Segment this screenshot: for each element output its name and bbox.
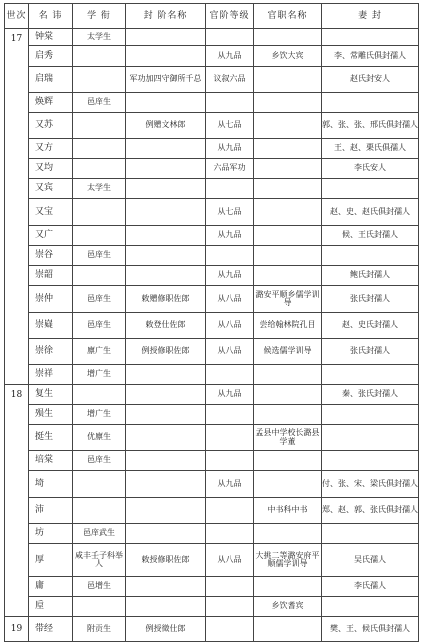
office-cell [254, 29, 322, 46]
table-row [5, 199, 419, 226]
office-cell [254, 451, 322, 471]
degree-cell [73, 385, 126, 405]
office-cell [254, 365, 322, 385]
rank-cell: 从八品 [206, 286, 254, 313]
rank-cell: 从九品 [206, 385, 254, 405]
wife-cell [322, 451, 419, 471]
table-row [5, 577, 419, 597]
title-cell [126, 597, 206, 617]
wife-cell [322, 524, 419, 544]
name-cell: 崇仲 [29, 286, 73, 313]
name-cell: 又均 [29, 159, 73, 179]
degree-cell [73, 597, 126, 617]
title-cell: 例授徵仕郎 [126, 617, 206, 642]
name-cell: 启瑞 [29, 67, 73, 93]
title-cell: 军功加四守御所千总 [126, 67, 206, 93]
name-cell: 沛 [29, 498, 73, 524]
table-row [5, 266, 419, 286]
header-honorary-title: 封 阶名称 [126, 4, 206, 29]
title-cell: 敕赠修职佐郎 [126, 286, 206, 313]
name-cell: 又苏 [29, 113, 73, 139]
table-row [5, 67, 419, 93]
rank-cell: 从九品 [206, 471, 254, 498]
wife-cell [322, 425, 419, 451]
wife-cell: 李氏安人 [322, 159, 419, 179]
name-cell: 又宝 [29, 199, 73, 226]
title-cell [126, 365, 206, 385]
title-cell: 例授修职佐郎 [126, 339, 206, 365]
office-cell [254, 159, 322, 179]
office-cell [254, 226, 322, 246]
name-cell: 崇谷 [29, 246, 73, 266]
rank-cell: 从八品 [206, 544, 254, 577]
office-cell [254, 139, 322, 159]
wife-cell: 候、王氏封孺人 [322, 226, 419, 246]
header-office: 官职名称 [254, 4, 322, 29]
degree-cell [73, 46, 126, 67]
rank-cell: 从九品 [206, 226, 254, 246]
title-cell [126, 226, 206, 246]
office-cell [254, 385, 322, 405]
degree-cell: 太学生 [73, 179, 126, 199]
rank-cell [206, 577, 254, 597]
degree-cell: 邑庠生 [73, 246, 126, 266]
rank-cell: 从七品 [206, 199, 254, 226]
office-cell [254, 93, 322, 113]
header-wife-title: 妻 封 [322, 4, 419, 29]
rank-cell [206, 93, 254, 113]
title-cell [126, 405, 206, 425]
table-row [5, 339, 419, 365]
rank-cell: 从九品 [206, 139, 254, 159]
degree-cell: 邑庠生 [73, 93, 126, 113]
name-cell: 厚 [29, 544, 73, 577]
office-cell: 尝给翰林院孔目 [254, 313, 322, 339]
wife-cell [322, 405, 419, 425]
title-cell [126, 425, 206, 451]
name-cell: 钟棠 [29, 29, 73, 46]
rank-cell [206, 451, 254, 471]
name-cell: 崇祥 [29, 365, 73, 385]
title-cell: 例赠文林郎 [126, 113, 206, 139]
office-cell [254, 524, 322, 544]
header-generation: 世次 [5, 4, 29, 29]
office-cell [254, 471, 322, 498]
rank-cell [206, 179, 254, 199]
degree-cell: 廪广生 [73, 339, 126, 365]
office-cell [254, 113, 322, 139]
wife-cell: 李氏孺人 [322, 577, 419, 597]
header-official-rank: 官阶等级 [206, 4, 254, 29]
name-cell: 又宾 [29, 179, 73, 199]
wife-cell [322, 29, 419, 46]
wife-cell: 赵氏封安人 [322, 67, 419, 93]
table-row [5, 313, 419, 339]
wife-cell [322, 365, 419, 385]
header-name: 名 讳 [29, 4, 73, 29]
table-row [5, 93, 419, 113]
name-cell: 垕 [29, 597, 73, 617]
wife-cell: 付、张、宋、梁氏俱封孺人 [322, 471, 419, 498]
office-cell [254, 199, 322, 226]
table-row [5, 365, 419, 385]
header-degree: 学 衔 [73, 4, 126, 29]
degree-cell [73, 139, 126, 159]
rank-cell [206, 405, 254, 425]
table-row [5, 246, 419, 266]
name-cell: 带经 [29, 617, 73, 642]
wife-cell [322, 93, 419, 113]
rank-cell: 从九品 [206, 266, 254, 286]
name-cell: 又广 [29, 226, 73, 246]
name-cell: 殒生 [29, 405, 73, 425]
office-cell: 潞安平顺乡儒学训导 [254, 286, 322, 313]
title-cell [126, 451, 206, 471]
name-cell: 培棠 [29, 451, 73, 471]
header-row [5, 4, 419, 29]
table-row [5, 139, 419, 159]
title-cell [126, 246, 206, 266]
table-row [5, 113, 419, 139]
name-cell: 启秀 [29, 46, 73, 67]
title-cell [126, 498, 206, 524]
degree-cell [73, 159, 126, 179]
genealogy-table [4, 3, 419, 642]
office-cell [254, 266, 322, 286]
degree-cell: 咸丰壬子科举人 [73, 544, 126, 577]
title-cell: 敕授修职佐郎 [126, 544, 206, 577]
degree-cell: 增广生 [73, 365, 126, 385]
degree-cell: 增广生 [73, 405, 126, 425]
title-cell [126, 385, 206, 405]
rank-cell: 从七品 [206, 113, 254, 139]
wife-cell: 张氏封孺人 [322, 339, 419, 365]
office-cell: 中书科中书 [254, 498, 322, 524]
title-cell [126, 577, 206, 597]
rank-cell [206, 524, 254, 544]
degree-cell [73, 226, 126, 246]
rank-cell [206, 617, 254, 642]
name-cell: 坊 [29, 524, 73, 544]
name-cell: 复生 [29, 385, 73, 405]
name-cell: 崇徐 [29, 339, 73, 365]
degree-cell: 邑庠生 [73, 313, 126, 339]
degree-cell [73, 199, 126, 226]
degree-cell: 邑庠生 [73, 286, 126, 313]
office-cell: 乡饮大宾 [254, 46, 322, 67]
wife-cell [322, 179, 419, 199]
degree-cell [73, 266, 126, 286]
generation-cell: 18 [5, 385, 29, 617]
rank-cell [206, 246, 254, 266]
title-cell [126, 46, 206, 67]
table-row [5, 597, 419, 617]
degree-cell [73, 498, 126, 524]
rank-cell [206, 365, 254, 385]
office-cell [254, 67, 322, 93]
rank-cell: 从九品 [206, 46, 254, 67]
degree-cell: 优廪生 [73, 425, 126, 451]
table-row [5, 498, 419, 524]
title-cell [126, 524, 206, 544]
office-cell [254, 405, 322, 425]
title-cell [126, 471, 206, 498]
rank-cell: 议叙六品 [206, 67, 254, 93]
wife-cell: 秦、张氏封孺人 [322, 385, 419, 405]
name-cell: 挺生 [29, 425, 73, 451]
office-cell: 乡饮耆宾 [254, 597, 322, 617]
generation-cell: 19 [5, 617, 29, 642]
name-cell: 庸 [29, 577, 73, 597]
table-row [5, 385, 419, 405]
rank-cell: 六品军功 [206, 159, 254, 179]
wife-cell: 吴氏孺人 [322, 544, 419, 577]
name-cell: 又方 [29, 139, 73, 159]
title-cell [126, 179, 206, 199]
degree-cell [73, 113, 126, 139]
name-cell: 焕辉 [29, 93, 73, 113]
table-row [5, 405, 419, 425]
wife-cell: 郭、张、张、邢氏俱封孺人 [322, 113, 419, 139]
wife-cell [322, 597, 419, 617]
table-row [5, 29, 419, 46]
wife-cell: 赵、史、赵氏俱封孺人 [322, 199, 419, 226]
wife-cell: 赵、史氏封孺人 [322, 313, 419, 339]
title-cell [126, 199, 206, 226]
rank-cell: 从八品 [206, 313, 254, 339]
name-cell: 崇嶷 [29, 313, 73, 339]
office-cell: 候选儒学训导 [254, 339, 322, 365]
title-cell [126, 29, 206, 46]
degree-cell: 太学生 [73, 29, 126, 46]
office-cell: 大挑二等潞安府平顺儒学训导 [254, 544, 322, 577]
table-row [5, 617, 419, 642]
wife-cell: 樊、王、候氏俱封孺人 [322, 617, 419, 642]
office-cell [254, 577, 322, 597]
degree-cell: 邑庠武生 [73, 524, 126, 544]
table-row [5, 226, 419, 246]
wife-cell: 郑、赵、郭、张氏俱封孺人 [322, 498, 419, 524]
degree-cell [73, 471, 126, 498]
rank-cell [206, 597, 254, 617]
degree-cell [73, 67, 126, 93]
table-row [5, 425, 419, 451]
wife-cell: 鲍氏封孺人 [322, 266, 419, 286]
table-row [5, 544, 419, 577]
degree-cell: 附贡生 [73, 617, 126, 642]
rank-cell [206, 29, 254, 46]
title-cell: 敕登仕佐郎 [126, 313, 206, 339]
table-row [5, 471, 419, 498]
table-row [5, 46, 419, 67]
title-cell [126, 93, 206, 113]
rank-cell [206, 498, 254, 524]
table-row [5, 286, 419, 313]
title-cell [126, 139, 206, 159]
table-row [5, 159, 419, 179]
office-cell [254, 246, 322, 266]
table-row [5, 179, 419, 199]
name-cell: 崇韶 [29, 266, 73, 286]
wife-cell: 王、赵、栗氏俱孺人 [322, 139, 419, 159]
degree-cell: 邑庠生 [73, 451, 126, 471]
generation-cell: 17 [5, 29, 29, 385]
name-cell: 埼 [29, 471, 73, 498]
office-cell: 孟县中学校长潞县学董 [254, 425, 322, 451]
table-body [5, 29, 419, 642]
office-cell [254, 179, 322, 199]
wife-cell: 李、常雕氏俱封孺人 [322, 46, 419, 67]
title-cell [126, 159, 206, 179]
table-row [5, 451, 419, 471]
degree-cell: 邑增生 [73, 577, 126, 597]
table-row [5, 524, 419, 544]
rank-cell [206, 425, 254, 451]
wife-cell [322, 246, 419, 266]
wife-cell: 张氏封孺人 [322, 286, 419, 313]
rank-cell: 从八品 [206, 339, 254, 365]
title-cell [126, 266, 206, 286]
office-cell [254, 617, 322, 642]
